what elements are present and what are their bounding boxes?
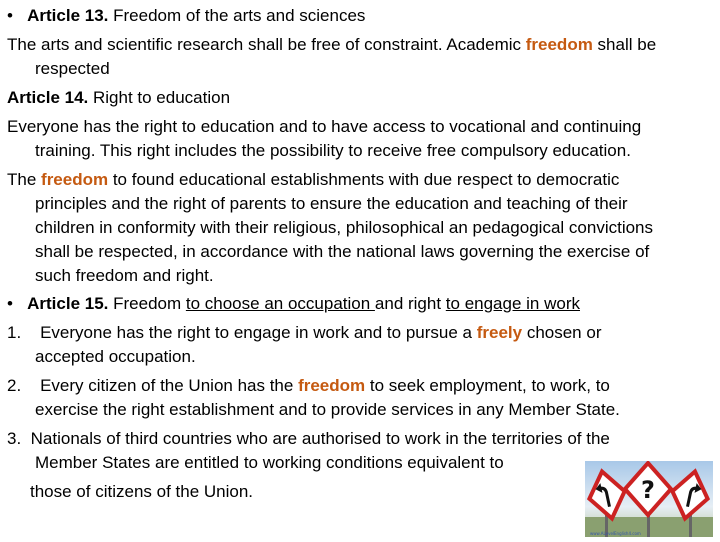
bullet: • <box>7 6 13 25</box>
text-segment: and right <box>374 294 446 313</box>
underlined-phrase: to choose an occupation <box>185 294 375 313</box>
highlighted-word: freely <box>476 323 523 342</box>
text-line: respected <box>35 59 110 78</box>
article-15-heading <box>7 291 580 317</box>
text-line: training. This right includes the possibility to receive free compulsory education. <box>35 141 631 160</box>
underlined-phrase: to engage in work <box>445 294 580 313</box>
article-14-heading <box>7 85 230 111</box>
article-subtitle: Freedom of the arts and sciences <box>108 6 366 25</box>
text-segment: The <box>7 170 42 189</box>
text-segment: The arts and scientific research shall be free of constraint. Academic <box>7 35 526 54</box>
list-number: 3. <box>7 429 22 448</box>
road-signs-question-mark-icon <box>585 461 713 537</box>
text-line: such freedom and right. <box>35 266 214 285</box>
question-mark: ? <box>641 476 655 504</box>
text-line: Member States are entitled to working conditions equivalent to <box>35 453 504 472</box>
text-line: children in conformity with their religious, philosophical an pedagogical convictions <box>35 218 654 237</box>
highlighted-word: freedom <box>525 35 593 54</box>
article-title: Article 14. <box>7 88 89 107</box>
text-line: accepted occupation. <box>35 347 196 366</box>
text-line: exercise the right establishment and to provide services in any Member State. <box>35 400 620 419</box>
bullet: • <box>7 294 13 313</box>
text-line: shall be respected, in accordance with the national laws governing the exercise of <box>35 242 650 261</box>
text-segment: Everyone has the right to engage in work and to pursue a <box>40 323 477 342</box>
list-number: 2. <box>7 376 22 395</box>
list-number: 1. <box>7 323 22 342</box>
article-title: Article 13. <box>27 6 109 25</box>
list-item <box>7 373 610 399</box>
highlighted-word: freedom <box>41 170 109 189</box>
text-segment: Nationals of third countries who are authorised to work in the territories of the <box>30 429 610 448</box>
article-13-heading <box>7 3 365 29</box>
list-item <box>7 320 601 346</box>
highlighted-word: freedom <box>298 376 366 395</box>
text-line: those of citizens of the Union. <box>30 482 254 501</box>
text-segment: Freedom <box>108 294 186 313</box>
list-item <box>7 426 610 452</box>
text-line: Everyone has the right to education and to have access to vocational and continuing <box>7 117 642 136</box>
article-subtitle: Right to education <box>88 88 231 107</box>
text-segment: to seek employment, to work, to <box>365 376 610 395</box>
text-segment: Every citizen of the Union has the <box>40 376 299 395</box>
text-segment: shall be <box>592 35 657 54</box>
article-title: Article 15. <box>27 294 109 313</box>
text-segment: chosen or <box>522 323 602 342</box>
text-line <box>7 167 619 193</box>
text-segment: to found educational establishments with due respect to democratic <box>108 170 620 189</box>
text-line <box>7 32 656 58</box>
illustration-caption: www.ALevelEnglish4.com <box>590 531 641 536</box>
text-line: principles and the right of parents to ensure the education and teaching of their <box>35 194 628 213</box>
